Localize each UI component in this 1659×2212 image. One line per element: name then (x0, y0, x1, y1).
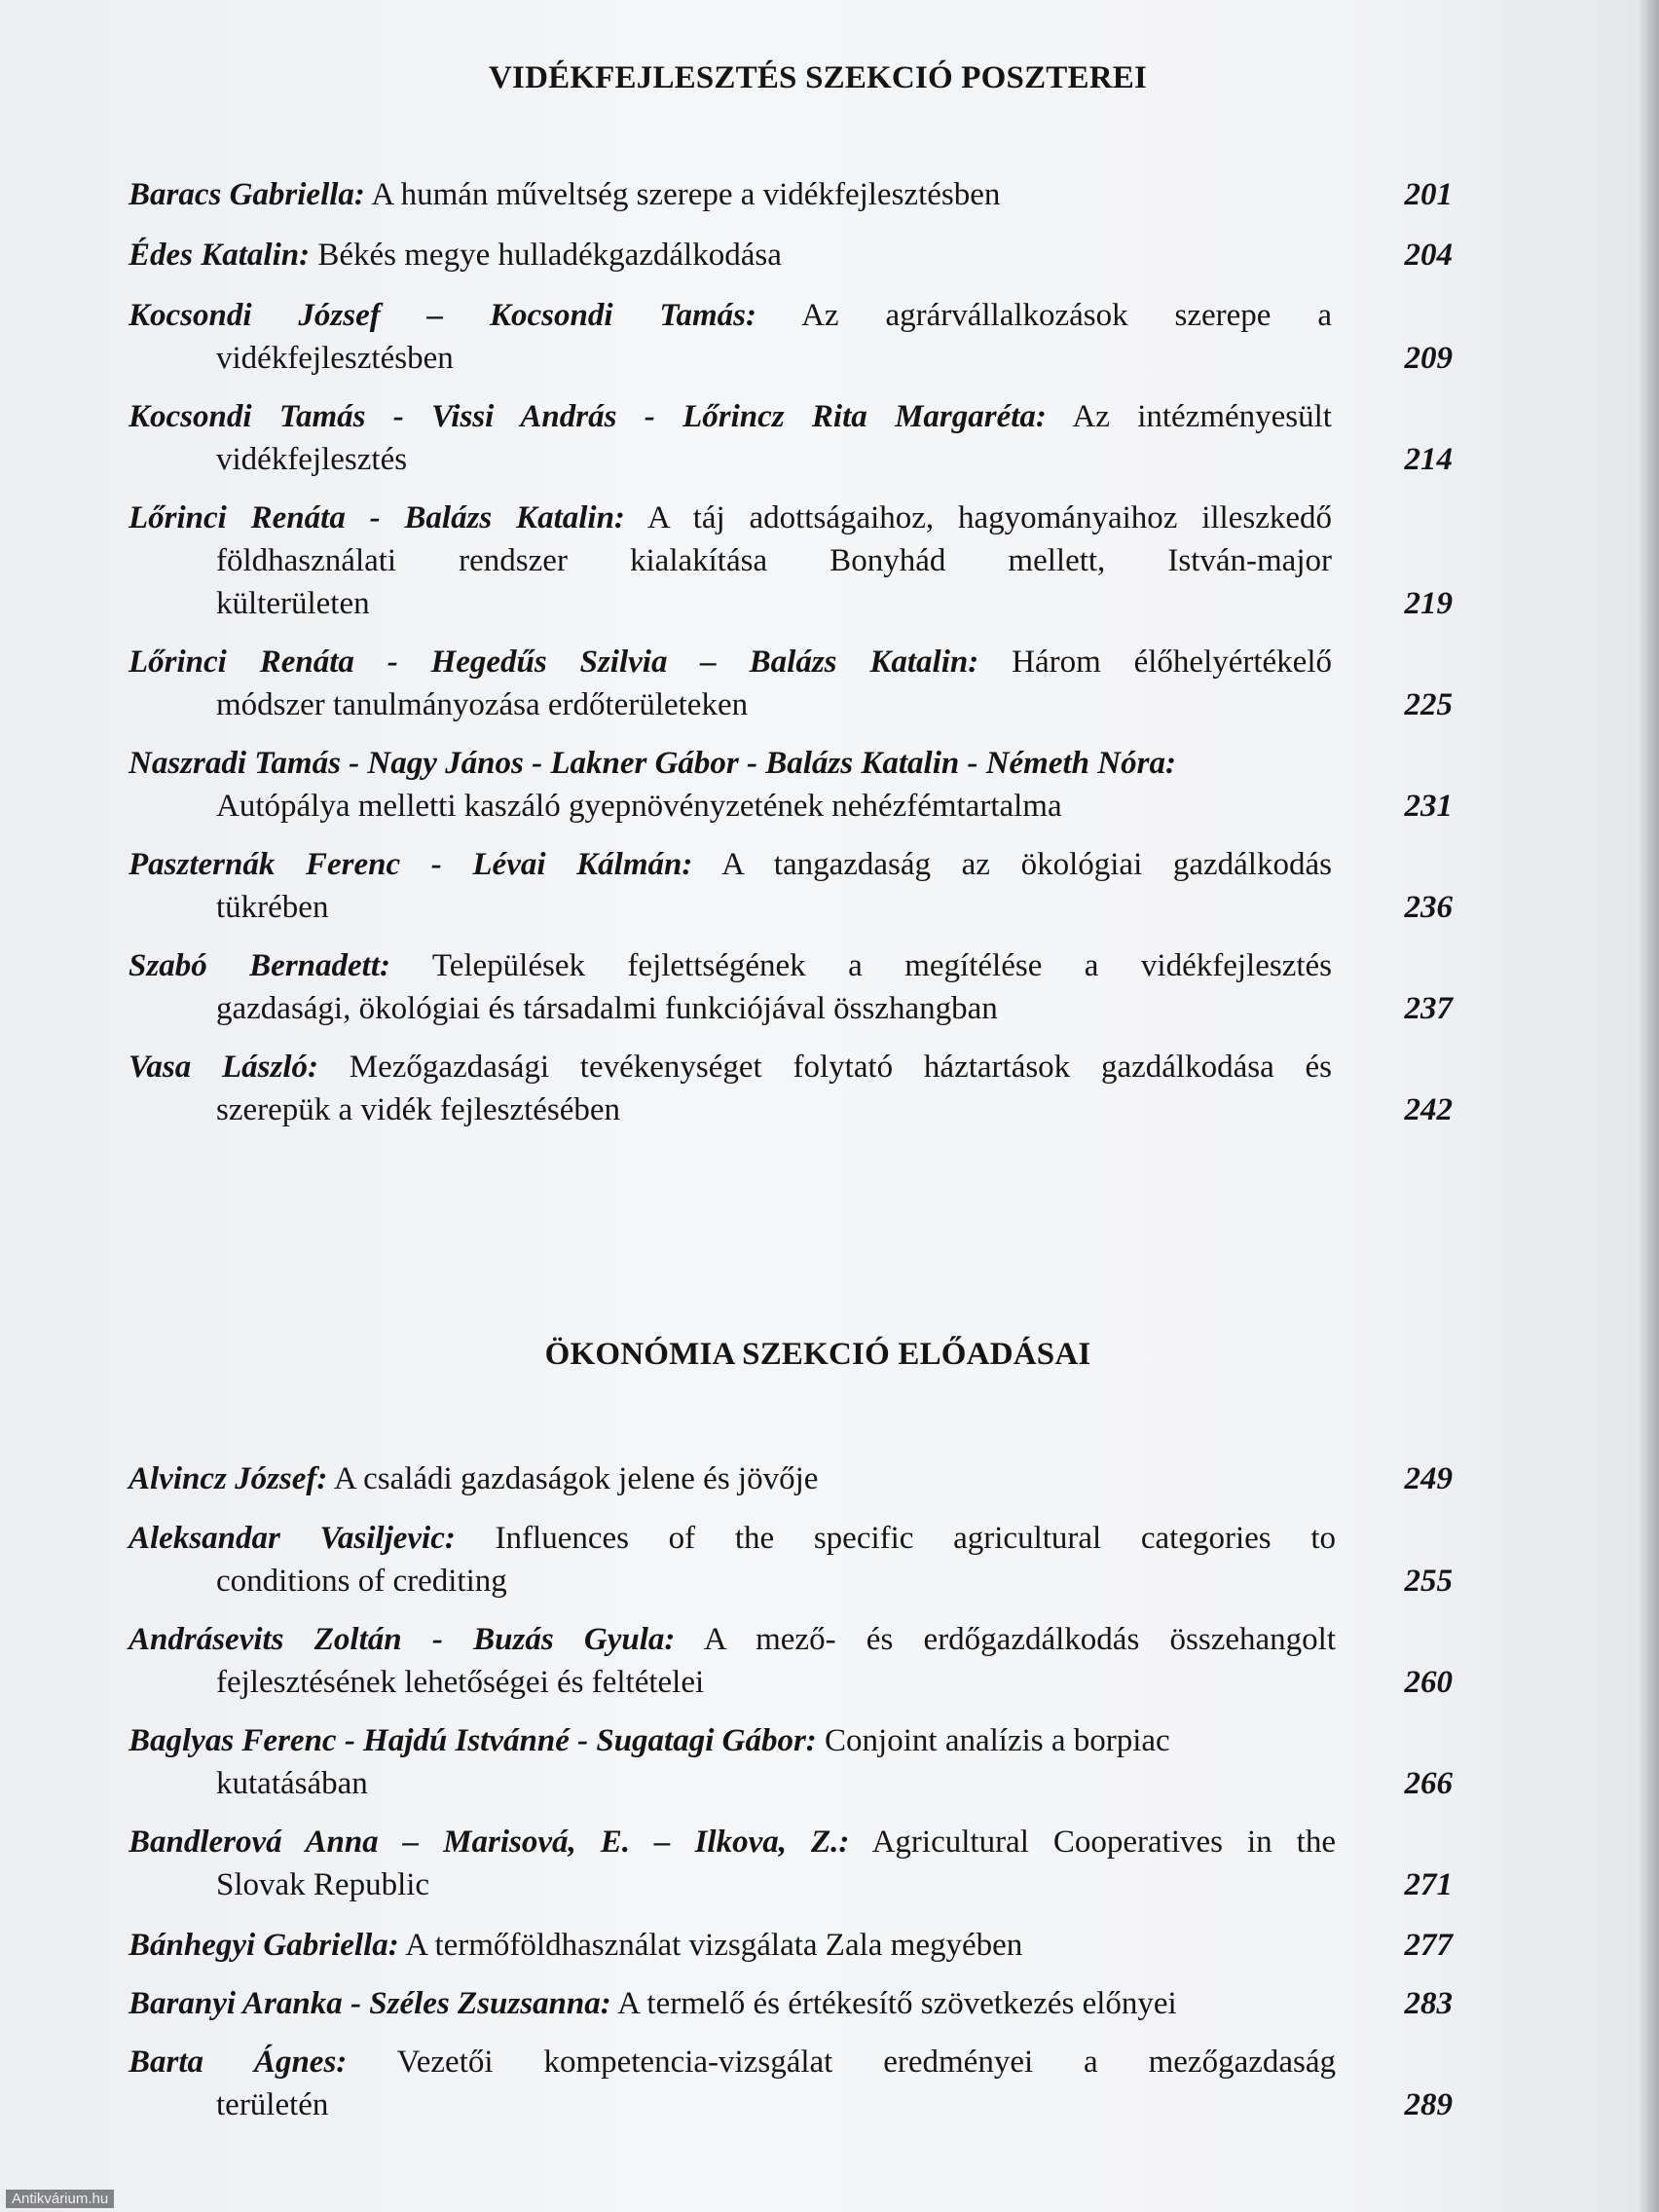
entry-title-continued: földhasználati rendszer kialakítása Bonyhád mellett, István-major (216, 543, 1332, 578)
entry-authors: Baracs Gabriella: (129, 177, 365, 212)
entry-page-number: 271 (1404, 1867, 1453, 1902)
entry-authors: Baranyi Aranka - Széles Zsuzsanna: (129, 1986, 611, 2021)
entry-page-number: 260 (1404, 1665, 1453, 1700)
entry-title: A mező- és erdőgazdálkodás összehangolt (703, 1622, 1336, 1657)
entry-title: A táj adottságaihoz, hagyományaihoz illeszkedő (646, 500, 1332, 535)
entry-title: Békés megye hulladékgazdálkodása (317, 238, 782, 273)
entry-page-number: 209 (1404, 341, 1453, 376)
entry-title: Agricultural Cooperatives in the (871, 1825, 1337, 1860)
entry-authors: Naszradi Tamás - Nagy János - Lakner Gábor - Balázs Katalin - Németh Nóra: (129, 746, 1176, 781)
watermark-label: Antikvárium.hu (6, 2190, 114, 2208)
entry-title-continued: Autópálya melletti kaszáló gyepnövényzetének nehézfémtartalma (216, 789, 1062, 824)
entry-title: A családi gazdaságok jelene és jövője (333, 1461, 819, 1496)
entry-title: A termőföldhasználat vizsgálata Zala megyében (405, 1928, 1023, 1963)
entry-title: A humán műveltség szerepe a vidékfejlesztésben (371, 177, 1001, 212)
toc-entry (129, 1924, 1453, 1967)
entry-title-continued: tükrében (216, 890, 329, 925)
entry-title-continued: gazdasági, ökológiai és társadalmi funkciójával összhangban (216, 991, 998, 1026)
entry-authors: Édes Katalin: (129, 238, 311, 273)
entry-title-continued: szerepük a vidék fejlesztésében (216, 1092, 621, 1127)
toc-entry (129, 1457, 1453, 1500)
entry-authors: Lőrinci Renáta - Hegedűs Szilvia – Balázs Katalin: (129, 645, 979, 680)
entry-authors: Lőrinci Renáta - Balázs Katalin: (129, 500, 625, 535)
entry-title-continued: kutatásában (216, 1766, 368, 1801)
entry-page-number: 219 (1404, 586, 1453, 621)
entry-title-continued: fejlesztésének lehetőségei és feltételei (216, 1665, 705, 1700)
entry-page-number: 225 (1404, 687, 1453, 722)
entry-page-number: 289 (1404, 2087, 1453, 2122)
entry-authors: Kocsondi Tamás - Vissi András - Lőrincz Rita Margaréta: (129, 399, 1047, 434)
entry-page-number: 283 (1404, 1986, 1453, 2021)
entry-authors: Aleksandar Vasiljevic: (129, 1521, 456, 1556)
entry-title: Vezetői kompetencia-vizsgálat eredményei a mezőgazdaság (396, 2045, 1336, 2080)
entry-title: Mezőgazdasági tevékenységet folytató háztartások gazdálkodása és (349, 1050, 1332, 1085)
toc-entry (129, 742, 1453, 828)
entry-title: A termelő és értékesítő szövetkezés előnyei (617, 1986, 1177, 2021)
entry-title-continued: Slovak Republic (216, 1867, 430, 1902)
toc-entry (129, 843, 1453, 929)
entry-title-continued: vidékfejlesztés (216, 442, 408, 477)
entry-page-number: 255 (1404, 1564, 1453, 1599)
toc-entry (129, 1046, 1453, 1131)
entry-page-number: 277 (1404, 1928, 1453, 1963)
entry-page-number: 236 (1404, 890, 1453, 925)
entry-title-continued: módszer tanulmányozása erdőterületeken (216, 687, 749, 722)
toc-entry (129, 395, 1453, 481)
entry-authors: Andrásevits Zoltán - Buzás Gyula: (129, 1622, 676, 1657)
entry-authors: Barta Ágnes: (129, 2045, 348, 2080)
toc-entry (129, 497, 1453, 625)
toc-entry (129, 1618, 1453, 1704)
toc-entry (129, 2041, 1453, 2126)
entry-page-number: 242 (1404, 1092, 1453, 1127)
toc-entry (129, 1517, 1453, 1603)
entry-authors: Kocsondi József – Kocsondi Tamás: (129, 298, 757, 333)
toc-entry (129, 234, 1453, 276)
entry-page-number: 201 (1404, 177, 1453, 212)
entry-page-number: 237 (1404, 991, 1453, 1026)
entry-authors: Baglyas Ferenc - Hajdú Istvánné - Sugatagi Gábor: (129, 1723, 817, 1758)
entry-page-number: 204 (1404, 238, 1453, 273)
entry-page-number: 249 (1404, 1461, 1453, 1496)
toc-entry (129, 641, 1453, 726)
entry-title-continued: külterületen (216, 586, 370, 621)
entry-authors: Bánhegyi Gabriella: (129, 1928, 399, 1963)
toc-entry (129, 944, 1453, 1030)
entry-page-number: 214 (1404, 442, 1453, 477)
entry-title: Az agrárvállalkozások szerepe a (801, 298, 1332, 333)
entry-title-continued: területén (216, 2087, 329, 2122)
section-title-okonomia: ÖKONÓMIA SZEKCIÓ ELŐADÁSAI (544, 1337, 1091, 1372)
entry-authors: Bandlerová Anna – Marisová, E. – Ilkova, Z.: (129, 1825, 850, 1860)
entry-title: Conjoint analízis a borpiac (825, 1723, 1170, 1758)
entry-title: Az intézményesült (1072, 399, 1332, 434)
toc-entry (129, 294, 1453, 380)
entry-title: Három élőhelyértékelő (1012, 645, 1333, 680)
entry-authors: Vasa László: (129, 1050, 318, 1085)
toc-entry (129, 1982, 1453, 2025)
toc-entry (129, 1719, 1453, 1805)
toc-entry (129, 173, 1453, 216)
entry-title: Influences of the specific agricultural categories to (495, 1521, 1336, 1556)
section-title-videkfejlesztes: VIDÉKFEJLESZTÉS SZEKCIÓ POSZTEREI (489, 60, 1147, 95)
entry-authors: Paszternák Ferenc - Lévai Kálmán: (129, 847, 693, 882)
entry-page-number: 231 (1404, 789, 1453, 824)
entry-authors: Szabó Bernadett: (129, 948, 390, 983)
entry-title: A tangazdaság az ökológiai gazdálkodás (721, 847, 1332, 882)
entry-title-continued: vidékfejlesztésben (216, 341, 454, 376)
entry-title: Települések fejlettségének a megítélése a vidékfejlesztés (431, 948, 1332, 983)
entry-authors: Alvincz József: (129, 1461, 328, 1496)
page-edge-shadow (1638, 0, 1659, 2212)
entry-page-number: 266 (1404, 1766, 1453, 1801)
toc-entry (129, 1821, 1453, 1906)
entry-title-continued: conditions of crediting (216, 1564, 507, 1599)
